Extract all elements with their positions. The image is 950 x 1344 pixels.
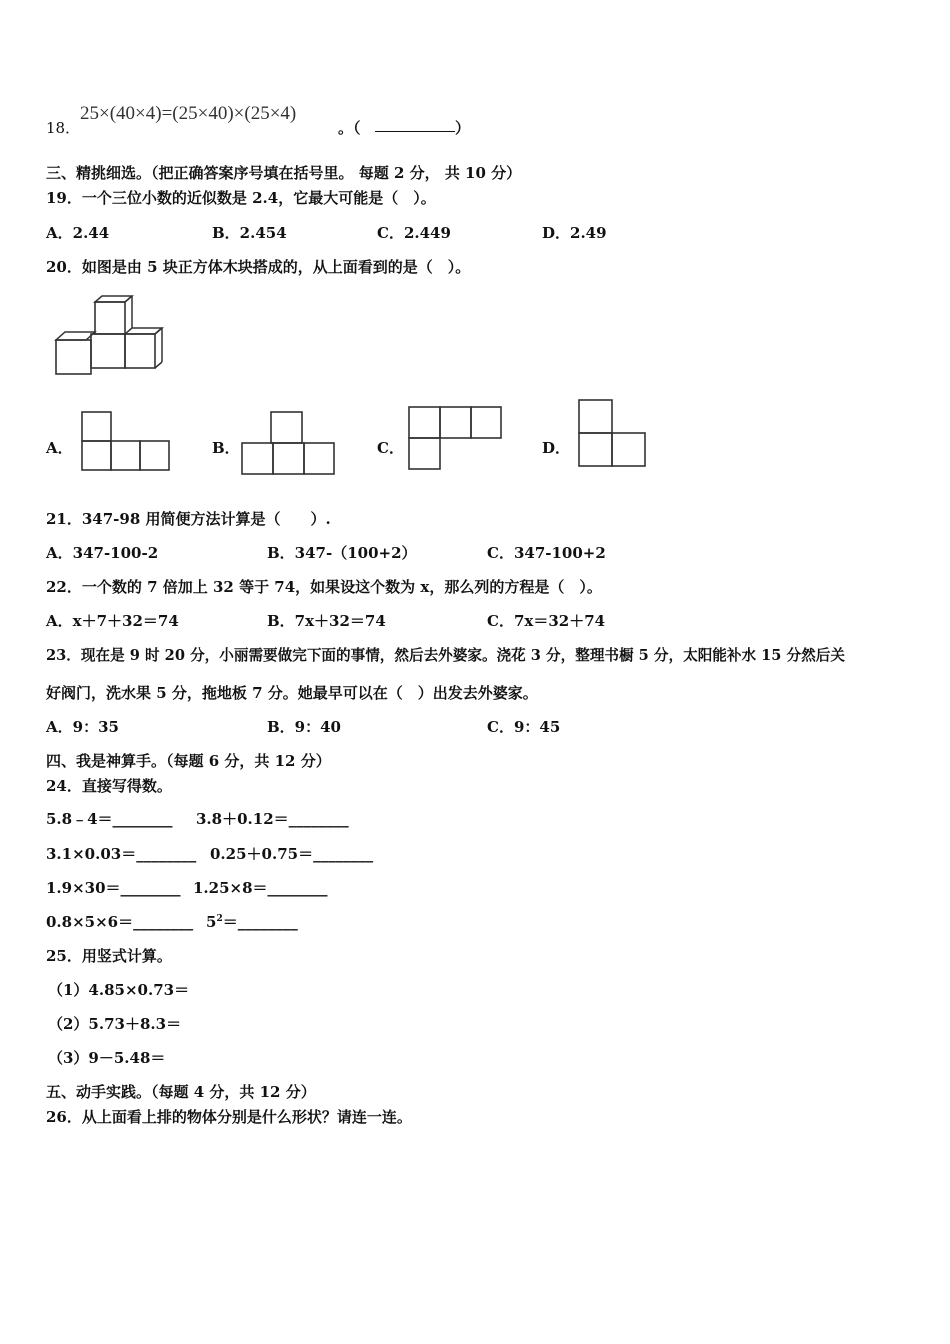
- q19-option-a[interactable]: A．2.44: [46, 224, 110, 242]
- q21-stem: 21．347-98 用简便方法计算是（ ）.: [46, 510, 331, 528]
- q20-option-c[interactable]: C．: [377, 439, 404, 457]
- q18-formula: 25×(40×4)=(25×40)×(25×4): [80, 103, 297, 124]
- q23-option-a[interactable]: A．9：35: [46, 718, 119, 736]
- q22-option-a[interactable]: A．x＋7＋32＝74: [46, 612, 179, 630]
- section-5-title: 五、动手实践。（每题 4 分，共 12 分）: [46, 1083, 316, 1101]
- q20-stem: 20．如图是由 5 块正方体木块搭成的，从上面看到的是（ ）。: [46, 258, 471, 276]
- q20-option-b[interactable]: B．: [212, 439, 240, 457]
- q20-option-a-figure: [80, 410, 172, 476]
- q24-stem: 24．直接写得数。: [46, 777, 172, 795]
- q24-item-8-exponent: 2: [216, 914, 223, 924]
- q19-option-b[interactable]: B．2.454: [212, 224, 287, 242]
- q18-tail: 。（: [338, 119, 361, 137]
- q20-option-b-figure: [240, 410, 336, 480]
- q26-stem: 26．从上面看上排的物体分别是什么形状？请连一连。: [46, 1108, 412, 1126]
- q23-stem-line-1: 23．现在是 9 时 20 分，小丽需要做完下面的事情，然后去外婆家。浇花 3 分，整理书橱 5 分，太阳能补水 15 分然后关: [46, 647, 845, 664]
- q23-option-b[interactable]: B．9：40: [267, 718, 341, 736]
- q25-stem: 25．用竖式计算。: [46, 947, 172, 965]
- q24-item-8-tail: ＝________: [222, 913, 298, 931]
- section-4-title: 四、我是神算手。（每题 6 分，共 12 分）: [46, 752, 331, 770]
- q20-option-a[interactable]: A．: [46, 439, 73, 457]
- q19-option-c[interactable]: C．2.449: [377, 224, 451, 242]
- q18-close: ）: [455, 119, 471, 137]
- q18-answer-blank[interactable]: [375, 131, 455, 132]
- q24-item-1[interactable]: 5.8﹣4＝________: [46, 810, 173, 828]
- q24-item-7[interactable]: 0.8×5×6＝________: [46, 913, 194, 931]
- q24-item-4[interactable]: 0.25＋0.75＝________: [210, 845, 374, 863]
- q25-item-3[interactable]: （3）9－5.48＝: [48, 1049, 166, 1067]
- q22-option-b[interactable]: B．7x＋32＝74: [267, 612, 386, 630]
- q21-option-b[interactable]: B．347-（100+2）: [267, 544, 417, 562]
- q20-option-c-figure: [407, 405, 503, 475]
- q25-item-2[interactable]: （2）5.73＋8.3＝: [48, 1015, 182, 1033]
- q18-number: 18．: [46, 119, 81, 137]
- q21-option-a[interactable]: A．347-100-2: [46, 544, 159, 562]
- q19-stem: 19．一个三位小数的近似数是 2.4，它最大可能是（ ）。: [46, 189, 436, 207]
- q20-cube-figure: [50, 292, 170, 386]
- q20-option-d[interactable]: D．: [542, 439, 571, 457]
- q21-option-c[interactable]: C．347-100+2: [487, 544, 606, 562]
- q24-item-8-base: 5: [206, 913, 217, 931]
- q23-stem-line-2: 好阀门，洗水果 5 分，拖地板 7 分。她最早可以在（ ）出发去外婆家。: [46, 684, 538, 702]
- q24-item-5[interactable]: 1.9×30＝________: [46, 879, 181, 897]
- q22-stem: 22．一个数的 7 倍加上 32 等于 74，如果设这个数为 x，那么列的方程是（ ）。: [46, 578, 602, 596]
- q19-option-d[interactable]: D．2.49: [542, 224, 607, 242]
- q20-option-d-figure: [577, 398, 649, 472]
- q24-item-8[interactable]: [206, 911, 298, 932]
- section-3-title: 三、精挑细选。（把正确答案序号填在括号里。 每题 2 分， 共 10 分）: [46, 164, 522, 182]
- q25-item-1[interactable]: （1）4.85×0.73＝: [48, 981, 190, 999]
- q23-option-c[interactable]: C．9：45: [487, 718, 561, 736]
- q24-item-6[interactable]: 1.25×8＝________: [193, 879, 328, 897]
- q24-item-3[interactable]: 3.1×0.03＝________: [46, 845, 197, 863]
- q22-option-c[interactable]: C．7x＝32＋74: [487, 612, 606, 630]
- q24-item-2[interactable]: 3.8＋0.12＝________: [196, 810, 349, 828]
